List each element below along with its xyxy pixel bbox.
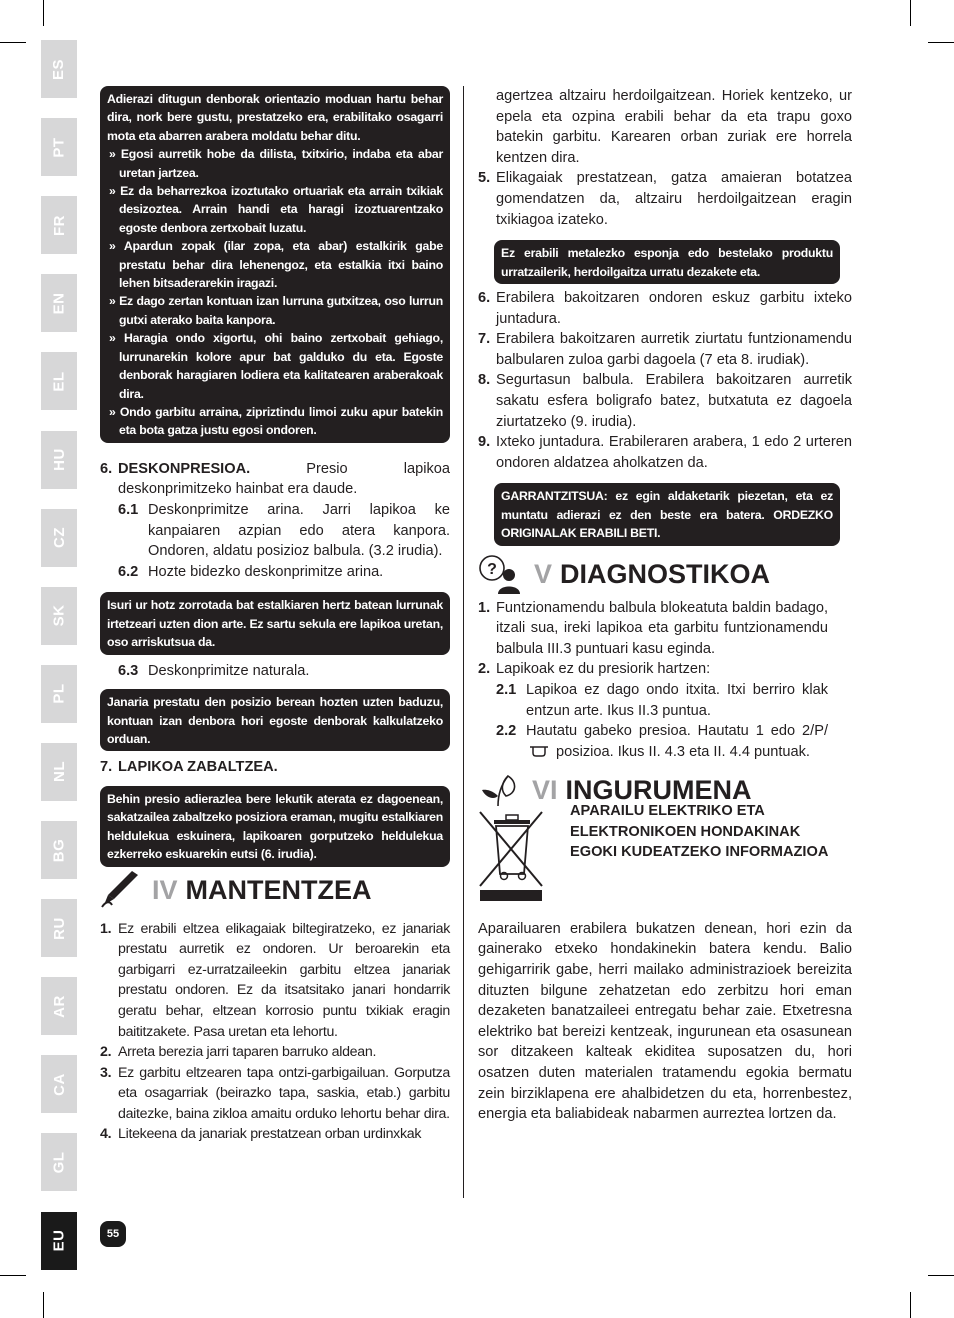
continuation-text: agertzea altzairu herdoilgaitzean. Horiek kentzeko, ur epela eta ozpina erabili behar da eta trapu goxo batekin garbitu. Karearen orban zuriak ere horrela kentzen dira. (496, 88, 852, 166)
weee-heading: APARAILU ELEKTRIKO ETA ELEKTRONIKOEN HONDAKINAK EGOKI KUDEATZEKO INFORMAZIOA (570, 803, 829, 861)
item-title: DESKONPRESIOA. (118, 460, 251, 477)
language-tab-label: PT (50, 137, 68, 158)
crop-mark (0, 1275, 26, 1276)
language-tab-pl[interactable] (41, 665, 77, 723)
crop-mark (910, 0, 911, 26)
language-tab-es[interactable] (41, 40, 77, 98)
section-roman: VI (532, 775, 558, 806)
crop-mark (0, 42, 26, 43)
warning-note: Ez erabili metalezko esponja edo bestelako produktu urratzailerik, herdoilgaitza urratu dezakete eta. (494, 240, 840, 284)
sub-6-2: 6.2 Hozte bidezko deskonprimitze arina. (118, 563, 384, 580)
language-tab-label: GL (50, 1151, 68, 1174)
info-note: Behin presio adierazlea bere lekutik aterata ez dagoenean, sakatzailea zabaltzeko posiziora eraman, mugitu estalkiaren heldulekua eskuinera, lapikoaren gorputzeko heldulekua ezkerreko eskuarekin eutsi (6. irudia). (100, 786, 450, 867)
section-roman: IV (152, 874, 178, 905)
language-tab-label: PL (50, 683, 68, 704)
item-6 (100, 459, 450, 500)
item-text: Presio lapikoa deskonprimitzeko hainbat era daude. (118, 460, 450, 498)
language-tab-label: EU (50, 1229, 68, 1252)
language-tab-ca[interactable] (41, 1055, 77, 1113)
language-tab-label: BG (50, 838, 68, 862)
language-tab-hu[interactable] (41, 431, 77, 489)
section-title-text: INGURUMENA (565, 775, 752, 806)
list-item: 1. Funtzionamendu balbula blokeatuta baldin badago, itzali sua, ireki lapikoa eta garbitu funtzionamendu balbula III.3 puntuari kasu eginda. (478, 599, 828, 657)
language-tab-sk[interactable] (41, 587, 77, 645)
item-7: 7. LAPIKOA ZABALTZEA. (100, 757, 450, 778)
language-tab-label: HU (50, 448, 68, 471)
svg-text:?: ? (487, 560, 497, 578)
item-title: LAPIKOA ZABALTZEA. (118, 759, 278, 776)
weee-symbol (478, 806, 570, 909)
language-tab-nl[interactable] (41, 743, 77, 801)
note-bullet: » Haragia ondo xigortu, ohi baino zertxobait gehiago, lurrunarekin kolore apur bat galduko du eta. Egoste denborak haragiaren lodiera eta kalitatearen araberakoak dira. (107, 329, 443, 403)
page-number: 55 (100, 1221, 126, 1247)
language-tab-label: AR (50, 994, 68, 1018)
info-note: Janaria prestatu den posizio berean hozten uzten baduzu, kontuan izan denbora hori egoste denborak kalkulatzeko orduan. (100, 689, 450, 751)
crop-mark (910, 1292, 911, 1318)
intro-note-text: Adierazi ditugun denborak orientazio moduan hartu behar dira, nork bere gustu, prestatzeko era, erabilitako osagarri mota eta abarren arabera moldatu behar ditu. (107, 92, 443, 143)
sub-6-1: 6.1 Deskonprimitze arina. Jarri lapikoa ke kanpaiaren azpian edo atera kanpora. Ondoren, aldatu posizioz balbula. (3.2 irudia). (118, 501, 450, 560)
item-number: 6. (100, 460, 113, 477)
weee-block (478, 803, 852, 909)
note-bullet: » Apardun zopak (ilar zopa, eta abar) estalkirik gabe prestatu behar dira lehenengoz, eta estalkia itxi baino lehen bitsaderarekin iragazi. (107, 237, 443, 292)
language-tab-fr[interactable] (41, 196, 77, 254)
maintenance-list-continued (478, 288, 852, 473)
language-tab-label: RU (50, 916, 68, 940)
section-title-text: DIAGNOSTIKOA (560, 558, 771, 589)
list-item: 1. Ez erabili eltzea elikagaiak biltegiratzeko, ez janariak prestatu aurretik ez ondoren. Ur beroarekin eta garbigarri ez-urratzaileekin garbitu eltzea janariak prestatu ondoren. Ez da itsatsitako janari hondarrik geratu behar, eltzean korrosio puntu txikiak eragin baititzakete. Pasa uretan eta lehortu. (100, 920, 450, 1040)
list-item: 2. Arreta berezia jarri taparen barruko aldean. (100, 1044, 377, 1061)
right-column (478, 86, 852, 1125)
language-tab-label: CZ (50, 527, 68, 549)
language-tab-label: EN (50, 292, 68, 315)
language-tab-eu[interactable] (41, 1212, 77, 1270)
section-roman: V (534, 558, 553, 589)
left-column (100, 86, 450, 1145)
crop-mark (928, 42, 954, 43)
crop-mark (928, 1275, 954, 1276)
column-divider (463, 86, 464, 1198)
section-title-maintenance (100, 871, 450, 909)
pencil-icon (100, 871, 142, 909)
language-tab-en[interactable] (41, 274, 77, 332)
language-tab-label: NL (50, 761, 68, 783)
sub-2-1: 2.1 Lapikoa ez dago ondo itxita. Itxi berriro klak entzun arte. Ikus II.3 puntua. (496, 681, 828, 719)
language-tab-el[interactable] (41, 352, 77, 410)
important-note: GARRANTZITSUA: ez egin aldaketarik piezetan, eta ez muntatu adierazi ez den beste era batera. ORDEZKO ORIGINALAK ERABILI BETI. (494, 483, 840, 545)
language-tab-bg[interactable] (41, 821, 77, 879)
list-item: 8. Segurtasun balbula. Erabilera bakoitzaren aurretik sakatu esfera boligrafo batez, butxatuta ez dagoela ziurtatzeko (9. irudia). (478, 372, 852, 430)
language-tab-cz[interactable] (41, 509, 77, 567)
note-bullet: » Ez da beharrezkoa izoztutako ortuariak eta arrain txikiak desizoztea. Arrain handi eta haragi izoztuarentzako egoste denbora zertxobait luzatu. (107, 182, 443, 237)
crossed-bin-icon (476, 806, 548, 902)
list-item: 7. Erabilera bakoitzaren aurretik ziurtatu funtzionamendu balbularen zuloa garbi dagoela (7 eta 8. irudiak). (478, 331, 852, 368)
help-person-icon (478, 554, 524, 594)
maintenance-list (100, 919, 450, 1146)
item-5: 5. Elikagaiak prestatzean, gatza amaieran botatzea gomendatzen da, altzairu herdoilgaitzean eragin txikiagoa izateko. (478, 170, 852, 228)
list-item: 2. Lapikoak ez du presiorik hartzen: (478, 661, 711, 678)
sub-2-2: 2.2 Hautatu gabeko presioa. Hautatu 1 edo 2/P/ posizioa. Ikus II. 4.3 eta II. 4.4 puntuak. (496, 723, 828, 760)
list-item: 6. Erabilera bakoitzaren ondoren eskuz garbitu ixteko juntadura. (478, 289, 852, 327)
note-bullet: » Egosi aurretik hobe da dilista, txitxirio, indaba eta abar uretan jartzea. (107, 145, 443, 182)
note-bullet: » Ondo garbitu arraina, zipriztindu limoi zuku apur batekin eta bota gatza justu egosi ondoren. (107, 403, 443, 440)
crop-mark (43, 1292, 44, 1318)
pot-icon (529, 745, 549, 757)
list-item: 4. Litekeena da janariak prestatzean orban urdinxkak (100, 1126, 422, 1143)
language-tab-ar[interactable] (41, 977, 77, 1035)
language-tab-label: CA (50, 1072, 68, 1096)
leaf-icon (478, 772, 522, 808)
environment-paragraph: Aparailuaren erabilera bukatzen denean, hori ezin da gainerako etxeko hondakinekin batera kendu. Balio gehigarririk gabe, herri mailako administrazioek bereizita dituzten bilgune zehatzetan edo zerbitzu hori eman dezaketen banatzaileei entregatu behar zaie. Etxetresna elektriko bat bereizi kentzeak, ingurunean eta osasunean sor ditzakeen kalteak ekiditea suposatzen du, hori osatzen duten materialen tratamendu egokia bermatu zein birziklapena ere ahalbidetzen du eta, horrenbestez, energia eta baliabideak nabarmen aurreztea lortzen da. (478, 920, 852, 1123)
intro-note (100, 86, 450, 443)
section-title-diagnosis (478, 554, 852, 594)
warning-note: Isuri ur hotz zorrotada bat estalkiaren hertz batean lurrunak irtetzeari uzten dion arte. Ez sartu sekula ere lapikoa uretan, oso arriskutsua da. (100, 592, 450, 654)
note-bullet: » Ez dago zertan kontuan izan lurruna gutxitzea, oso lurrun gutxi aterako baita kanpora. (107, 292, 443, 329)
language-tab-pt[interactable] (41, 118, 77, 176)
language-tab-ru[interactable] (41, 899, 77, 957)
sub-6-3: 6.3 Deskonprimitze naturala. (118, 662, 310, 679)
list-item: 9. Ixteko juntadura. Erabileraren arabera, 1 edo 2 urteren ondoren aldatzea aholkatzen da. (478, 434, 852, 471)
language-tab-gl[interactable] (41, 1133, 77, 1191)
language-tab-label: ES (50, 58, 68, 80)
diagnosis-list (478, 598, 828, 763)
language-tab-label: FR (50, 214, 68, 236)
list-item: 3. Ez garbitu eltzearen tapa ontzi-garbigailuan. Gorputza eta osagarriak (beirazko tapa, saskia, etab.) garbitu daitezke, baina zikloa amaitu orduko lehortu behar dira. (100, 1064, 450, 1122)
crop-mark (43, 0, 44, 26)
language-tab-label: EL (50, 371, 68, 392)
language-tab-label: SK (50, 604, 68, 627)
intro-note-bullets (107, 145, 443, 440)
section-title-text: MANTENTZEA (185, 874, 372, 905)
